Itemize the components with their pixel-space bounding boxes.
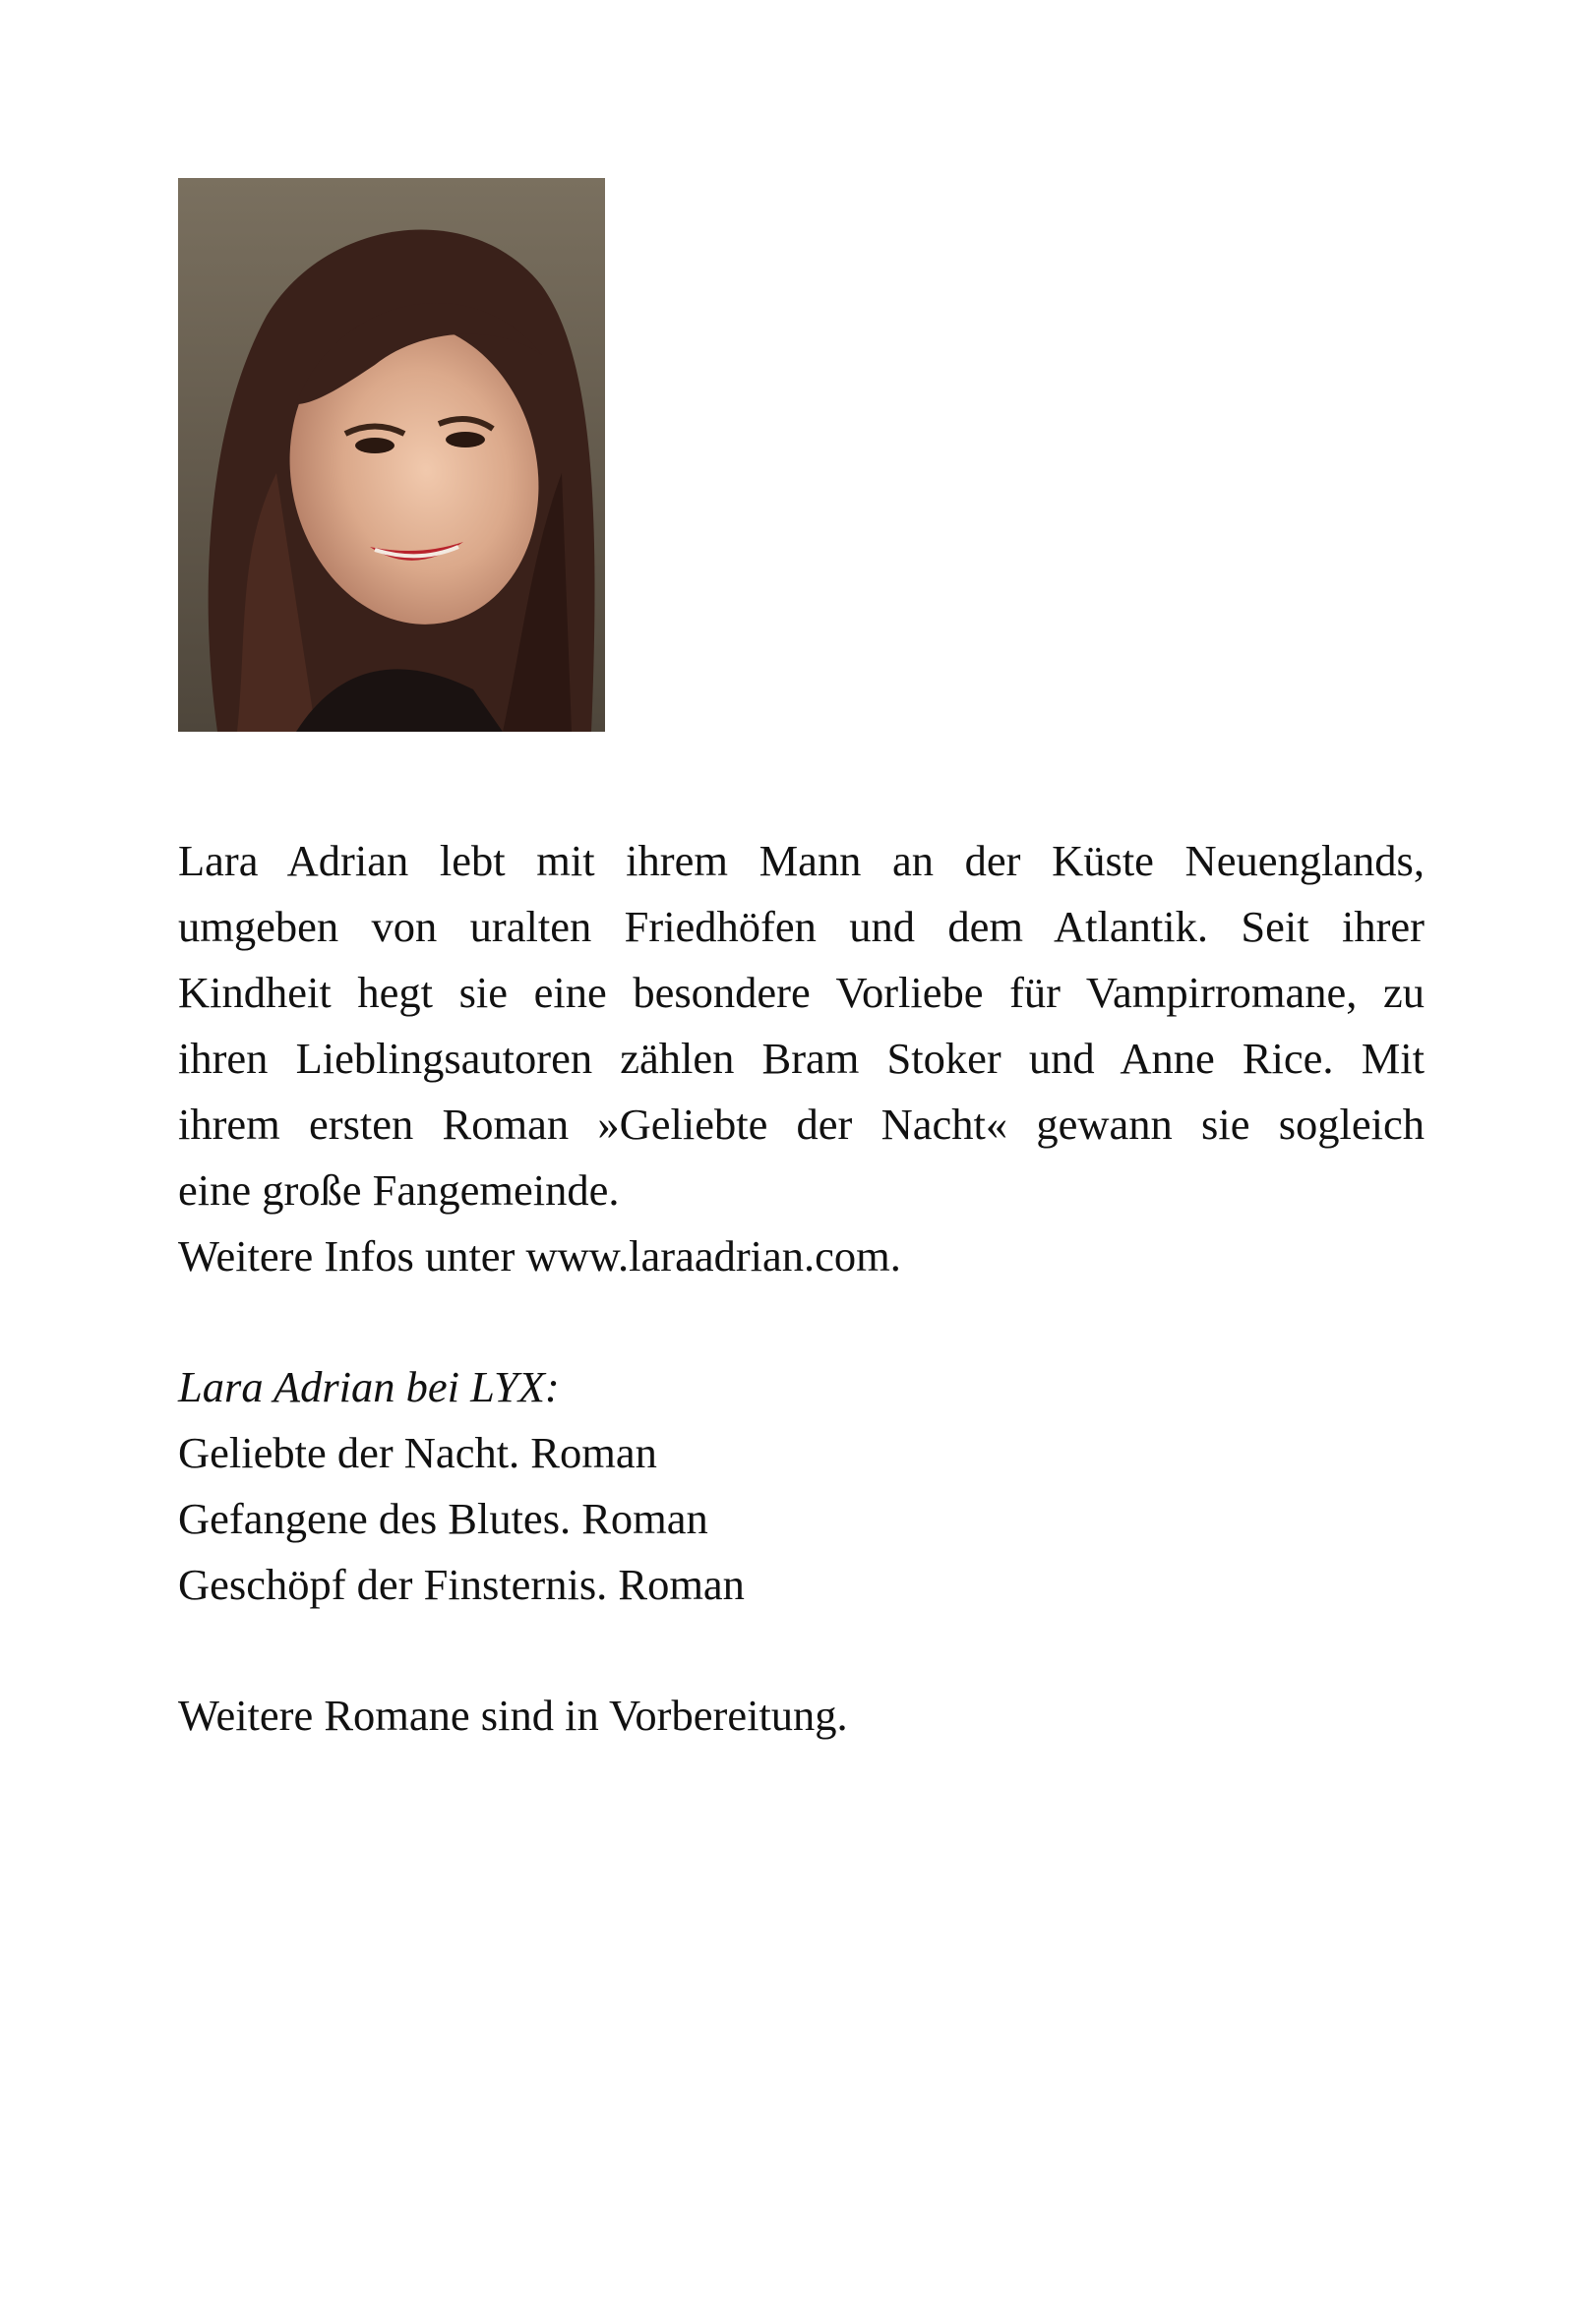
book-title: Geschöpf der Finsternis. Roman <box>178 1560 745 1609</box>
author-photo <box>178 178 605 732</box>
bio-line: ihrem ersten Roman »Geliebte der Nacht« gewann sie sogleich <box>178 1100 1425 1149</box>
author-biography <box>178 828 1425 1223</box>
books-list <box>178 1420 745 1618</box>
bio-line: Kindheit hegt sie eine besondere Vorliebe für Vampirromane, zu <box>178 968 1425 1017</box>
bio-line: eine große Fangemeinde. <box>178 1165 620 1215</box>
closing-note: Weitere Romane sind in Vorbereitung. <box>178 1691 848 1740</box>
bio-line: Lara Adrian lebt mit ihrem Mann an der Küste Neuenglands, <box>178 836 1425 885</box>
books-heading: Lara Adrian bei LYX: <box>178 1362 560 1411</box>
author-portrait-image <box>178 178 605 732</box>
bio-line: umgeben von uralten Friedhöfen und dem Atlantik. Seit ihrer <box>178 902 1425 951</box>
bio-line: ihren Lieblingsautoren zählen Bram Stoker und Anne Rice. Mit <box>178 1034 1425 1083</box>
book-title: Geliebte der Nacht. Roman <box>178 1428 657 1477</box>
website-info: Weitere Infos unter www.laraadrian.com. <box>178 1231 901 1281</box>
book-title: Gefangene des Blutes. Roman <box>178 1494 708 1543</box>
